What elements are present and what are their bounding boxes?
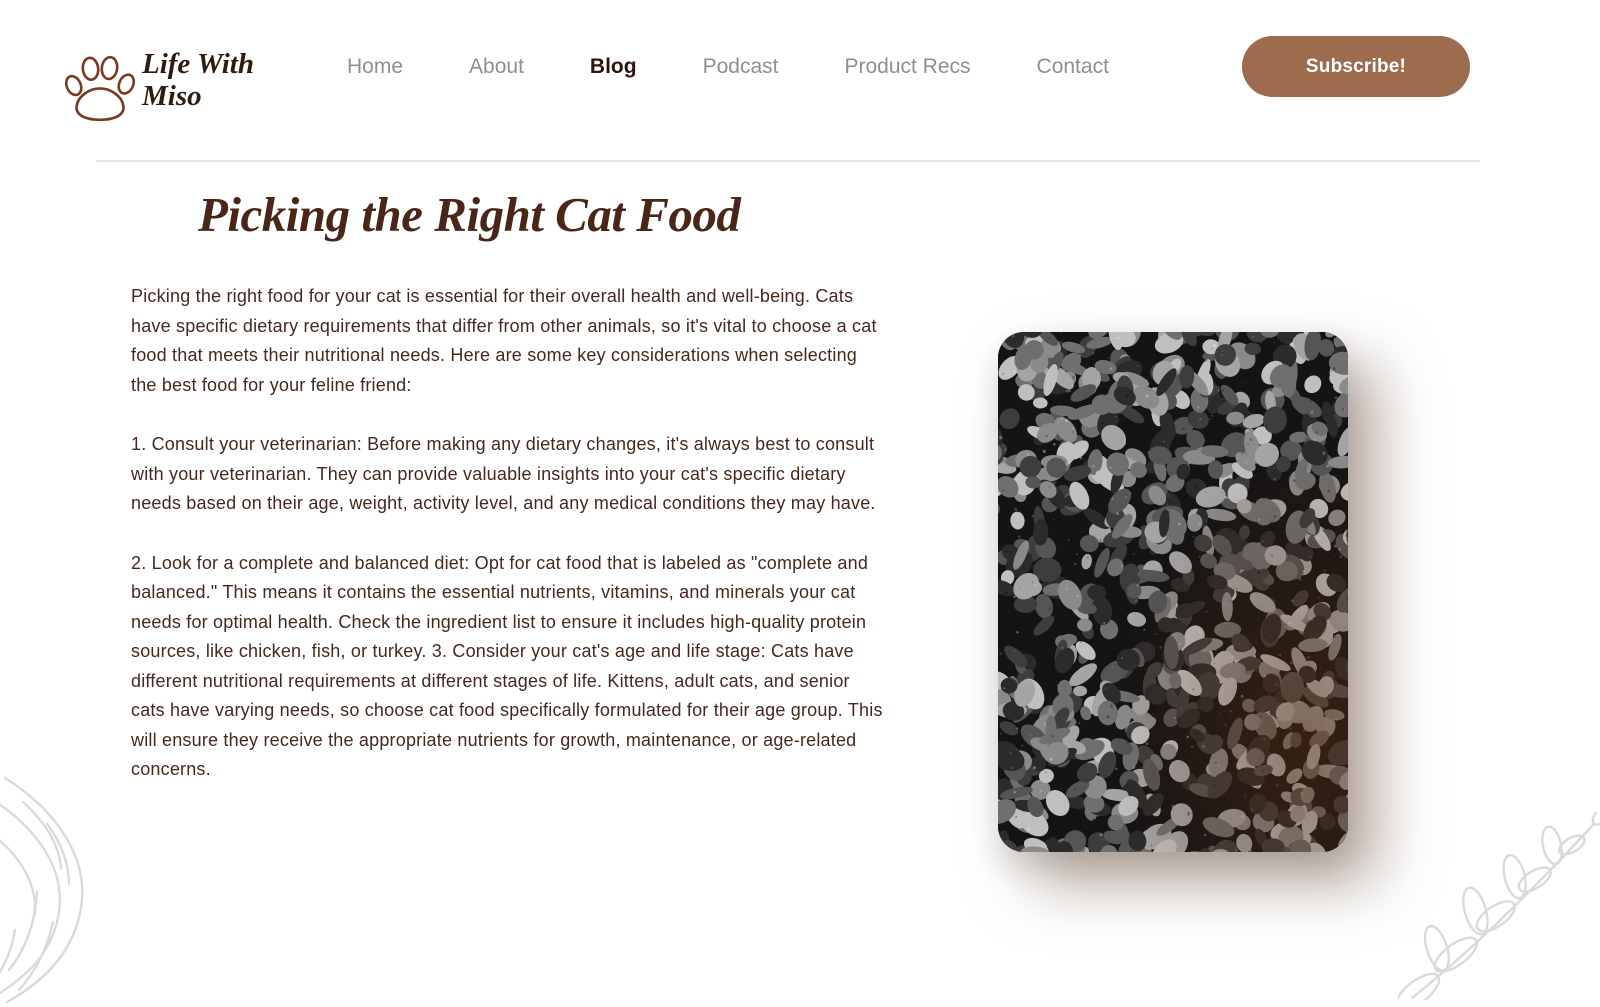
nav-item-home[interactable]: Home bbox=[347, 55, 403, 79]
brand-line2: Miso bbox=[142, 80, 254, 112]
site-header bbox=[0, 0, 1600, 160]
paw-logo-icon bbox=[62, 52, 138, 122]
brand-logo[interactable] bbox=[142, 48, 254, 113]
main-nav bbox=[347, 0, 1109, 133]
article-body bbox=[131, 282, 885, 815]
nav-item-blog[interactable]: Blog bbox=[590, 55, 637, 79]
subscribe-button[interactable]: Subscribe! bbox=[1242, 36, 1470, 97]
nav-item-about[interactable]: About bbox=[469, 55, 524, 79]
curved-lines-ornament bbox=[0, 772, 136, 1007]
header-divider bbox=[96, 160, 1480, 162]
cat-food-kibble-photo bbox=[998, 332, 1348, 852]
nav-item-product-recs[interactable]: Product Recs bbox=[844, 55, 970, 79]
article-paragraph: Picking the right food for your cat is essential for their overall health and well-being. Cats have specific dietary requirements that differ from other animals, so it's vital to choose a cat food that meets their nutritional needs. Here are some key considerations when selecting the best food for your feline friend: bbox=[131, 282, 885, 400]
leaf-branch-ornament bbox=[1398, 812, 1600, 1000]
nav-item-contact[interactable]: Contact bbox=[1037, 55, 1109, 79]
page-title: Picking the Right Cat Food bbox=[198, 186, 740, 243]
brand-line1: Life With bbox=[142, 48, 254, 80]
article-paragraph: 1. Consult your veterinarian: Before making any dietary changes, it's always best to consult with your veterinarian. They can provide valuable insights into your cat's specific dietary needs based on their age, weight, activity level, and any medical conditions they may have. bbox=[131, 430, 885, 519]
nav-item-podcast[interactable]: Podcast bbox=[703, 55, 779, 79]
article-paragraph: 2. Look for a complete and balanced diet: Opt for cat food that is labeled as "complete and balanced." This means it contains the essential nutrients, vitamins, and minerals your cat needs for optimal health. Check the ingredient list to ensure it includes high-quality protein sources, like chicken, fish, or turkey. 3. Consider your cat's age and life stage: Cats have different nutritional requirements at different stages of life. Kittens, adult cats, and senior cats have varying needs, so choose cat food specifically formulated for their age group. This will ensure they receive the appropriate nutrients for growth, maintenance, or age-related concerns. bbox=[131, 549, 885, 785]
